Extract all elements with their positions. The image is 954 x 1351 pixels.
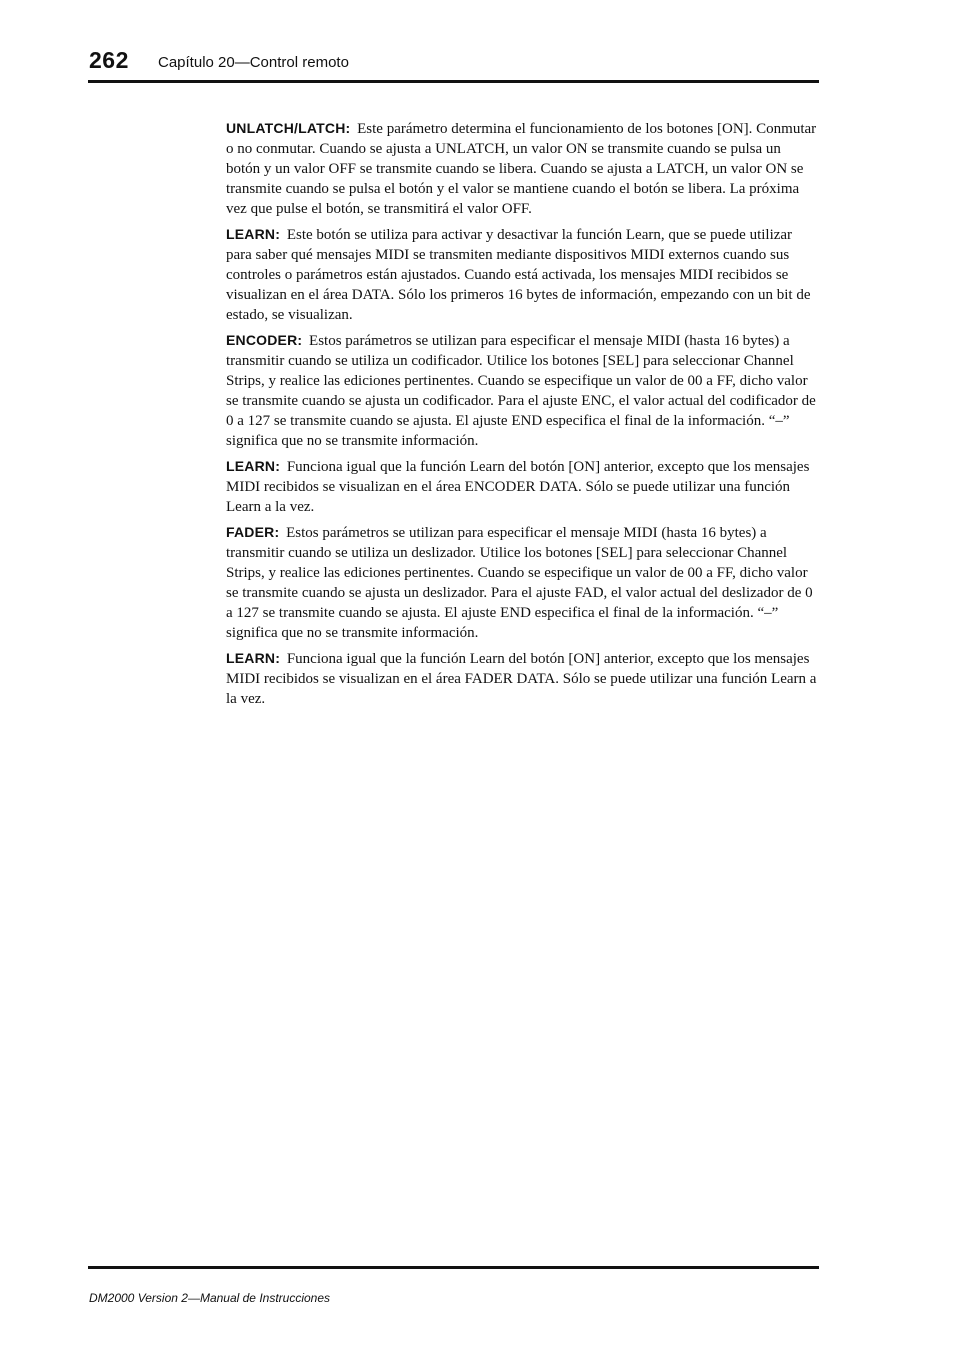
term-label: UNLATCH/LATCH: xyxy=(226,120,351,136)
paragraph-text: Estos parámetros se utilizan para especificar el mensaje MIDI (hasta 16 bytes) a transmitir cuando se utiliza un codificador. Utilice los botones [SEL] para seleccionar Channel Strips, y realice las ediciones pertinentes. Cuando se especifique un valor de 00 a FF, dicho valor se transmite cuando se ajusta un codificador. Para el ajuste ENC, el valor actual del codificador de 0 a 127 se transmite cuando se ajusta. El ajuste END especifica el final de la información. “–” significa que no se transmite información. xyxy=(226,333,816,449)
paragraph-encoder xyxy=(226,330,818,451)
footer-text: DM2000 Version 2—Manual de Instrucciones xyxy=(89,1291,331,1305)
paragraph-text: Funciona igual que la función Learn del botón [ON] anterior, excepto que los mensajes MIDI recibidos se visualizan en el área FADER DATA. Sólo se puede utilizar una función Learn a la vez. xyxy=(226,651,817,707)
paragraph-text: Funciona igual que la función Learn del botón [ON] anterior, excepto que los mensajes MIDI recibidos se visualizan en el área ENCODER DATA. Sólo se puede utilizar una función Learn a la vez. xyxy=(226,459,810,515)
term-label: ENCODER: xyxy=(226,332,303,348)
paragraph-learn-on xyxy=(226,224,818,325)
term-label: LEARN: xyxy=(226,226,281,242)
body-content xyxy=(226,118,818,714)
paragraph-text: Este botón se utiliza para activar y desactivar la función Learn, que se puede utilizar para saber qué mensajes MIDI se transmiten mediante dispositivos MIDI externos cuando sus controles o parámetros están ajustados. Cuando está activada, los mensajes MIDI recibidos se visualizan en el área DATA. Sólo los primeros 16 bytes de información, empezando con un bit de estado, se visualizan. xyxy=(226,227,811,323)
paragraph-unlatch-latch xyxy=(226,118,818,219)
chapter-title: Capítulo 20—Control remoto xyxy=(158,54,349,71)
term-label: LEARN: xyxy=(226,650,281,666)
page-number: 262 xyxy=(89,47,129,73)
term-label: LEARN: xyxy=(226,458,281,474)
term-label: FADER: xyxy=(226,524,280,540)
footer-rule xyxy=(88,1266,819,1269)
paragraph-learn-encoder xyxy=(226,456,818,517)
paragraph-fader xyxy=(226,522,818,643)
paragraph-text: Estos parámetros se utilizan para especificar el mensaje MIDI (hasta 16 bytes) a transmitir cuando se utiliza un deslizador. Utilice los botones [SEL] para seleccionar Channel Strips, y realice las ediciones pertinentes. Cuando se especifique un valor de 00 a FF, dicho valor se transmite cuando se ajusta un deslizador. Para el ajuste FAD, el valor actual del deslizador de 0 a 127 se transmite cuando se ajusta. El ajuste END especifica el final de la información. “–” significa que no se transmite información. xyxy=(226,525,813,641)
header-rule xyxy=(88,80,819,83)
paragraph-text: Este parámetro determina el funcionamiento de los botones [ON]. Conmutar o no conmutar. Cuando se ajusta a UNLATCH, un valor ON se transmite cuando se pulsa un botón y un valor OFF se transmite cuando se libera. Cuando se ajusta a LATCH, un valor ON se transmite cuando se pulsa el botón y el valor se mantiene cuando el botón se libera. La próxima vez que pulse el botón, se transmitirá el valor OFF. xyxy=(226,121,817,217)
paragraph-learn-fader xyxy=(226,648,818,709)
